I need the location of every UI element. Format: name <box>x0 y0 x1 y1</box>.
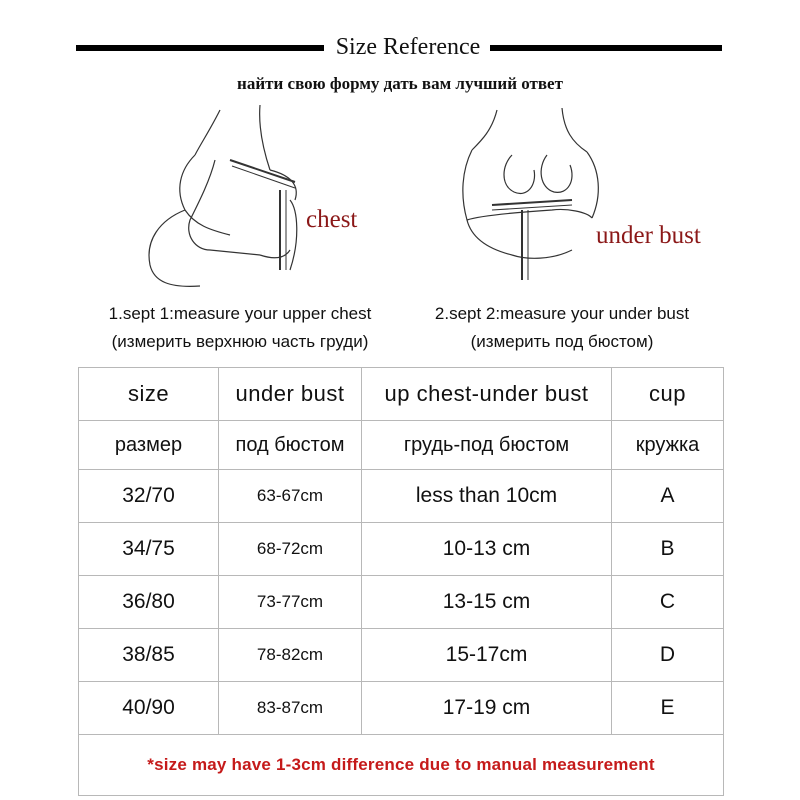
step1-text: 1.sept 1:measure your upper chest <box>108 304 372 323</box>
under-bust-illustration <box>452 100 612 290</box>
difference-cell: 15-17cm <box>362 629 612 682</box>
cup-cell: B <box>612 523 724 576</box>
cup-cell: D <box>612 629 724 682</box>
under-bust-cell: 83-87cm <box>219 682 362 735</box>
header-cell: кружка <box>612 421 724 470</box>
table-row <box>79 523 724 576</box>
size-cell: 36/80 <box>79 576 219 629</box>
under-bust-cell: 78-82cm <box>219 629 362 682</box>
step2-text-ru: (измерить под бюстом) <box>470 332 654 351</box>
header-cell: up chest-under bust <box>362 368 612 421</box>
difference-cell: 10-13 cm <box>362 523 612 576</box>
cup-cell: E <box>612 682 724 735</box>
header-cell: under bust <box>219 368 362 421</box>
title-row <box>76 32 722 64</box>
header-cell: грудь-под бюстом <box>362 421 612 470</box>
header-cell: cup <box>612 368 724 421</box>
difference-cell: 13-15 cm <box>362 576 612 629</box>
size-cell: 40/90 <box>79 682 219 735</box>
table-row <box>79 576 724 629</box>
cup-cell: C <box>612 576 724 629</box>
difference-cell: 17-19 cm <box>362 682 612 735</box>
difference-cell: less than 10cm <box>362 470 612 523</box>
step1-text-ru: (измерить верхнюю часть груди) <box>111 332 369 351</box>
under-bust-label: under bust <box>596 222 701 249</box>
upper-chest-illustration <box>140 100 320 290</box>
size-cell: 32/70 <box>79 470 219 523</box>
title-bar-left <box>76 45 324 51</box>
size-cell: 34/75 <box>79 523 219 576</box>
table-row <box>79 470 724 523</box>
header-cell: size <box>79 368 219 421</box>
title-bar-right <box>490 45 722 51</box>
header-row-en <box>79 368 724 421</box>
page-title: Size Reference <box>335 34 481 60</box>
header-row-ru <box>79 421 724 470</box>
size-cell: 38/85 <box>79 629 219 682</box>
under-bust-cell: 63-67cm <box>219 470 362 523</box>
header-cell: размер <box>79 421 219 470</box>
table-row <box>79 682 724 735</box>
note-row <box>79 735 724 796</box>
chest-label: chest <box>306 206 358 233</box>
under-bust-cell: 68-72cm <box>219 523 362 576</box>
size-note: *size may have 1-3cm difference due to manual measurement <box>79 735 724 796</box>
subtitle: найти свою форму дать вам лучший ответ <box>237 74 563 93</box>
header-cell: под бюстом <box>219 421 362 470</box>
step2-text: 2.sept 2:measure your under bust <box>434 304 690 323</box>
size-table <box>78 367 724 796</box>
cup-cell: A <box>612 470 724 523</box>
under-bust-cell: 73-77cm <box>219 576 362 629</box>
table-row <box>79 629 724 682</box>
